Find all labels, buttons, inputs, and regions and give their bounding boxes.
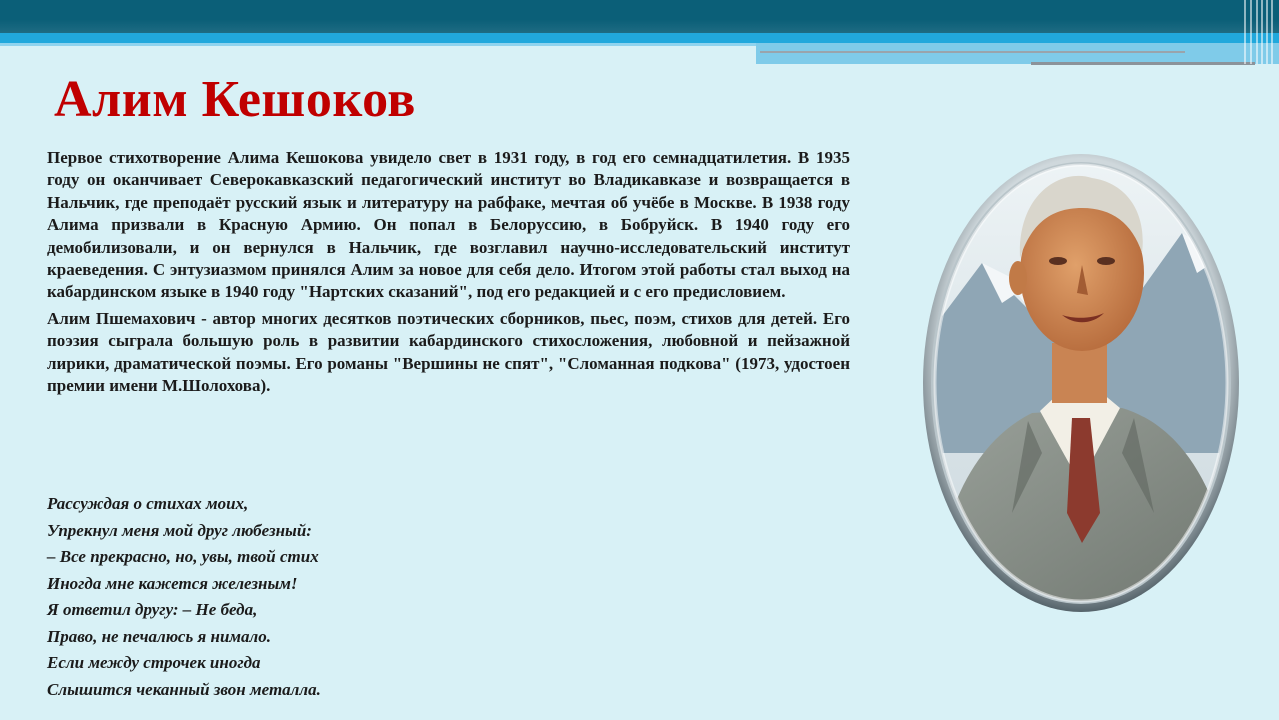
paragraph: Первое стихотворение Алима Кешокова увидело свет в 1931 году, в год его семнадцатилетия. В 1935 году он оканчивает Северокавказский педагогический институт во Владикавказе и возвращается в Нальчик, где преподаёт русский язык и литературу на рабфаке, мечтая об учёбе в Москве. В 1938 году Алима призвали в Красную Армию. Он попал в Белоруссию, в Бобруйск. В 1940 году его демобилизовали, и он вернулся в Нальчик, где возглавил научно-исследовательский институт краеведения. С энтузиазмом принялся Алим за новое для себя дело. Итогом этой работы стал выход на кабардинском языке в 1940 году "Нартских сказаний", под его редакцией и с его предисловием. xyxy=(47,148,850,302)
poem-line: Рассуждая о стихах моих, xyxy=(47,494,249,513)
poem-line: – Все прекрасно, но, увы, твой стих xyxy=(47,547,319,566)
accent-band-light xyxy=(0,43,756,46)
portrait-illustration xyxy=(922,153,1240,613)
top-bar-glow xyxy=(0,0,1279,33)
header-line xyxy=(1031,62,1255,65)
slide-title: Алим Кешоков xyxy=(54,71,416,128)
poem xyxy=(47,491,647,703)
poem-line: Слышится чеканный звон металла. xyxy=(47,679,321,699)
header-stripes xyxy=(1240,0,1279,64)
poem-line: Иногда мне кажется железным! xyxy=(47,573,298,593)
poem-line: Я ответил другу: – Не беда, xyxy=(47,600,258,619)
portrait-image xyxy=(922,153,1240,613)
poem-line: Упрекнул меня мой друг любезный: xyxy=(47,520,312,540)
body-text xyxy=(47,147,850,401)
header-line xyxy=(760,51,1185,53)
header-right-block xyxy=(756,43,1279,64)
poem-line: Если между строчек иногда xyxy=(47,653,261,672)
paragraph: Алим Пшемахович - автор многих десятков поэтических сборников, пьес, поэм, стихов для детей. Его поэзия сыграла большую роль в развитии кабардинского стихосложения, любовной и пейзажной лирики, драматической поэмы. Его романы "Вершины не спят", "Сломанная подкова" (1973, удостоен премии имени М.Шолохова). xyxy=(47,308,850,396)
accent-band xyxy=(0,33,1279,43)
poem-line: Право, не печалюсь я нимало. xyxy=(47,626,272,646)
